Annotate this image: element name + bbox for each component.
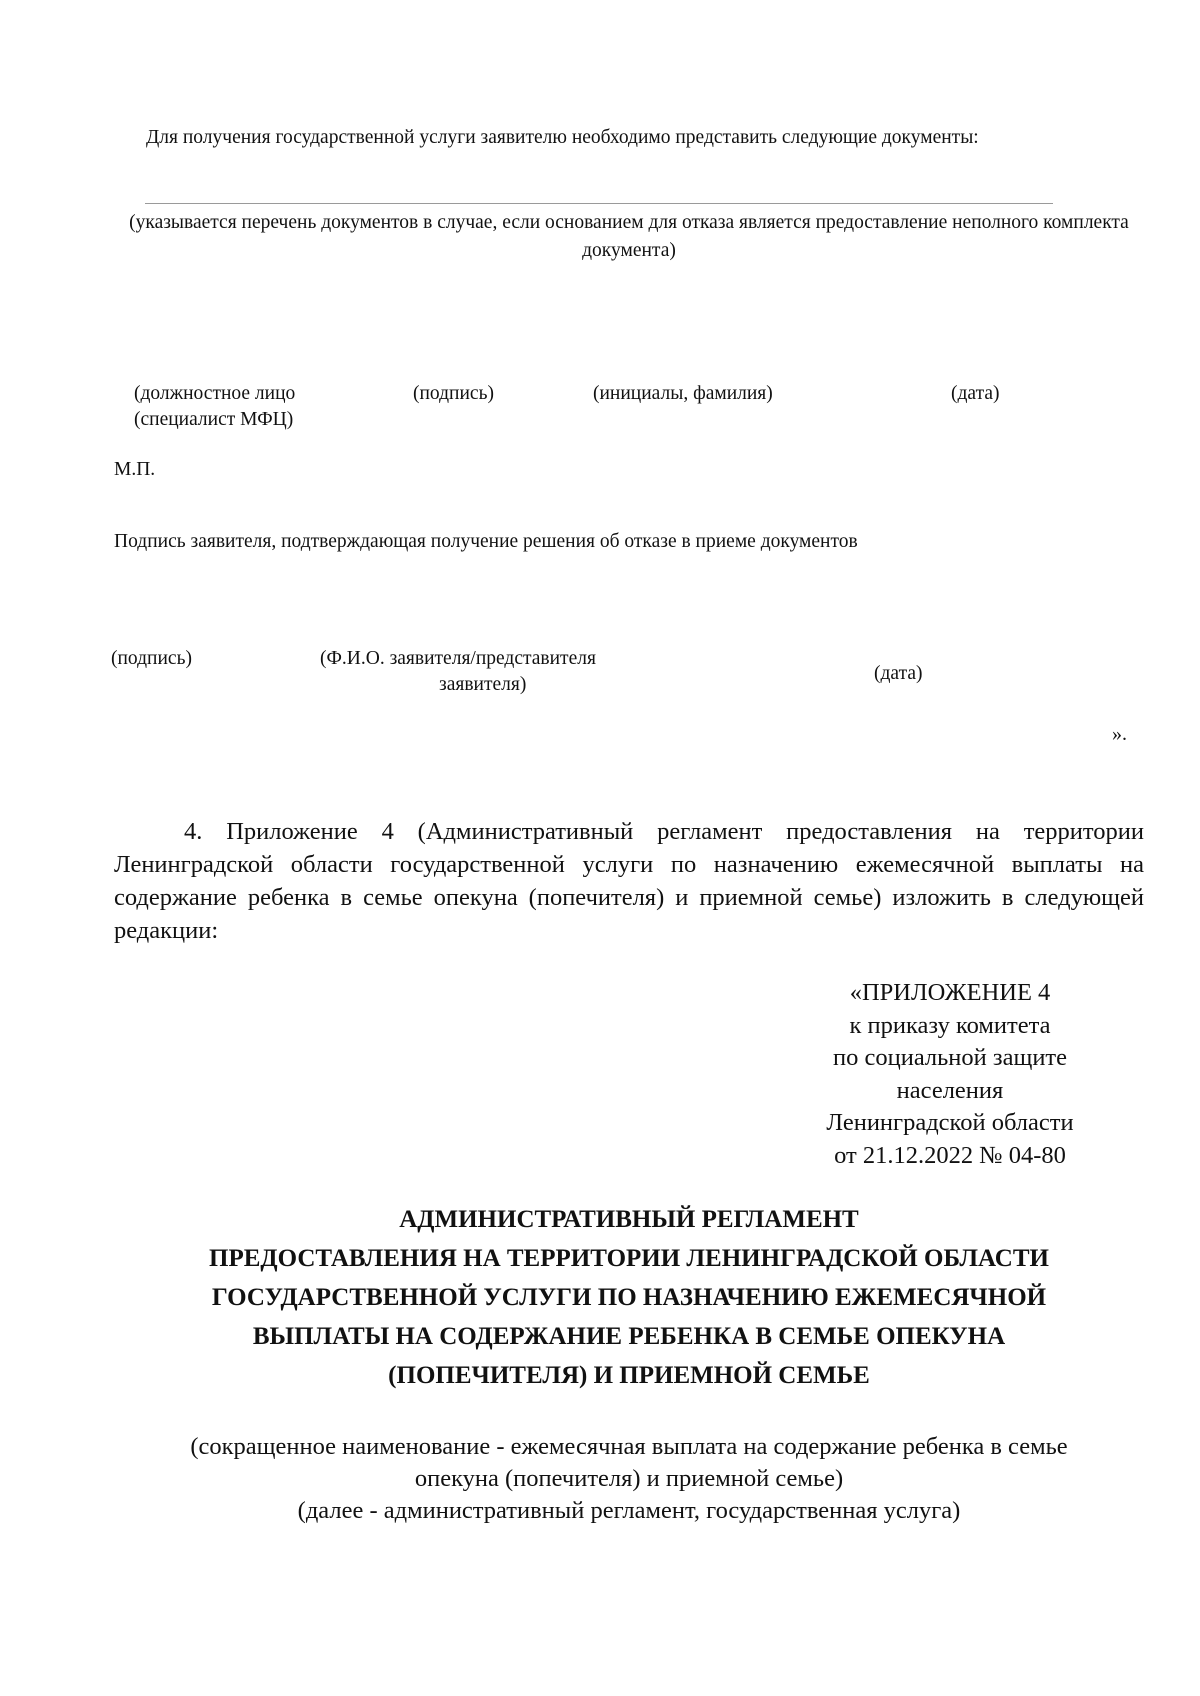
title-line-5: (ПОПЕЧИТЕЛЯ) И ПРИЕМНОЙ СЕМЬЕ xyxy=(388,1362,870,1389)
appendix-order-date: от 21.12.2022 № 04-80 xyxy=(834,1141,1066,1169)
applicant-signature-label: (подпись) xyxy=(111,648,192,669)
applicant-confirmation-text: Подпись заявителя, подтверждающая получение решения об отказе в приеме документов xyxy=(114,531,858,552)
appendix-order-line: к приказу комитета xyxy=(849,1011,1051,1039)
paragraph-4: 4. Приложение 4 (Административный регламент предоставления на территории Ленинградской области государственной услуги по назначению ежемесячной выплаты на содержание ребенка в семье опекуна (попечителя) и приемной семье) изложить в следующей редакции: xyxy=(114,818,1144,944)
short-name-line-1: (сокращенное наименование - ежемесячная выплата на содержание ребенка в семье xyxy=(190,1433,1068,1460)
stamp-placeholder: М.П. xyxy=(114,459,156,480)
appendix-region-line: Ленинградской области xyxy=(826,1109,1074,1136)
short-name-block xyxy=(114,1431,1144,1527)
applicant-date-label: (дата) xyxy=(874,663,923,684)
regulation-title xyxy=(114,1200,1144,1395)
documents-blank-line xyxy=(145,203,1053,204)
official-signature-label: (подпись) xyxy=(413,383,494,404)
appendix-header xyxy=(800,977,1100,1172)
intro-paragraph: Для получения государственной услуги заявителю необходимо представить следующие документы: xyxy=(146,127,979,148)
title-line-1: АДМИНИСТРАТИВНЫЙ РЕГЛАМЕНТ xyxy=(399,1206,859,1233)
applicant-fio-label-cont: заявителя) xyxy=(439,674,527,695)
official-date-label: (дата) xyxy=(951,383,1000,404)
title-line-2: ПРЕДОСТАВЛЕНИЯ НА ТЕРРИТОРИИ ЛЕНИНГРАДСКОЙ ОБЛАСТИ xyxy=(209,1245,1049,1272)
appendix-population-line: населения xyxy=(896,1076,1004,1104)
applicant-fio-label: (Ф.И.О. заявителя/представителя xyxy=(320,648,596,669)
mfc-specialist-label: (специалист МФЦ) xyxy=(134,409,294,430)
short-name-line-2: опекуна (попечителя) и приемной семье) xyxy=(414,1465,844,1492)
title-line-4: ВЫПЛАТЫ НА СОДЕРЖАНИЕ РЕБЕНКА В СЕМЬЕ ОПЕКУНА xyxy=(252,1323,1006,1350)
appendix-number: «ПРИЛОЖЕНИЕ 4 xyxy=(849,979,1051,1006)
short-name-line-3: (далее - административный регламент, государственная услуга) xyxy=(297,1497,961,1524)
appendix-committee-line: по социальной защите xyxy=(832,1044,1068,1071)
documents-list-note: (указывается перечень документов в случае, если основанием для отказа является предоставление неполного комплекта документа) xyxy=(129,212,1129,261)
title-line-3: ГОСУДАРСТВЕННОЙ УСЛУГИ ПО НАЗНАЧЕНИЮ ЕЖЕМЕСЯЧНОЙ xyxy=(211,1284,1047,1311)
official-position-label: (должностное лицо xyxy=(134,383,296,404)
closing-quote: ». xyxy=(1112,723,1127,745)
official-initials-label: (инициалы, фамилия) xyxy=(593,383,773,404)
